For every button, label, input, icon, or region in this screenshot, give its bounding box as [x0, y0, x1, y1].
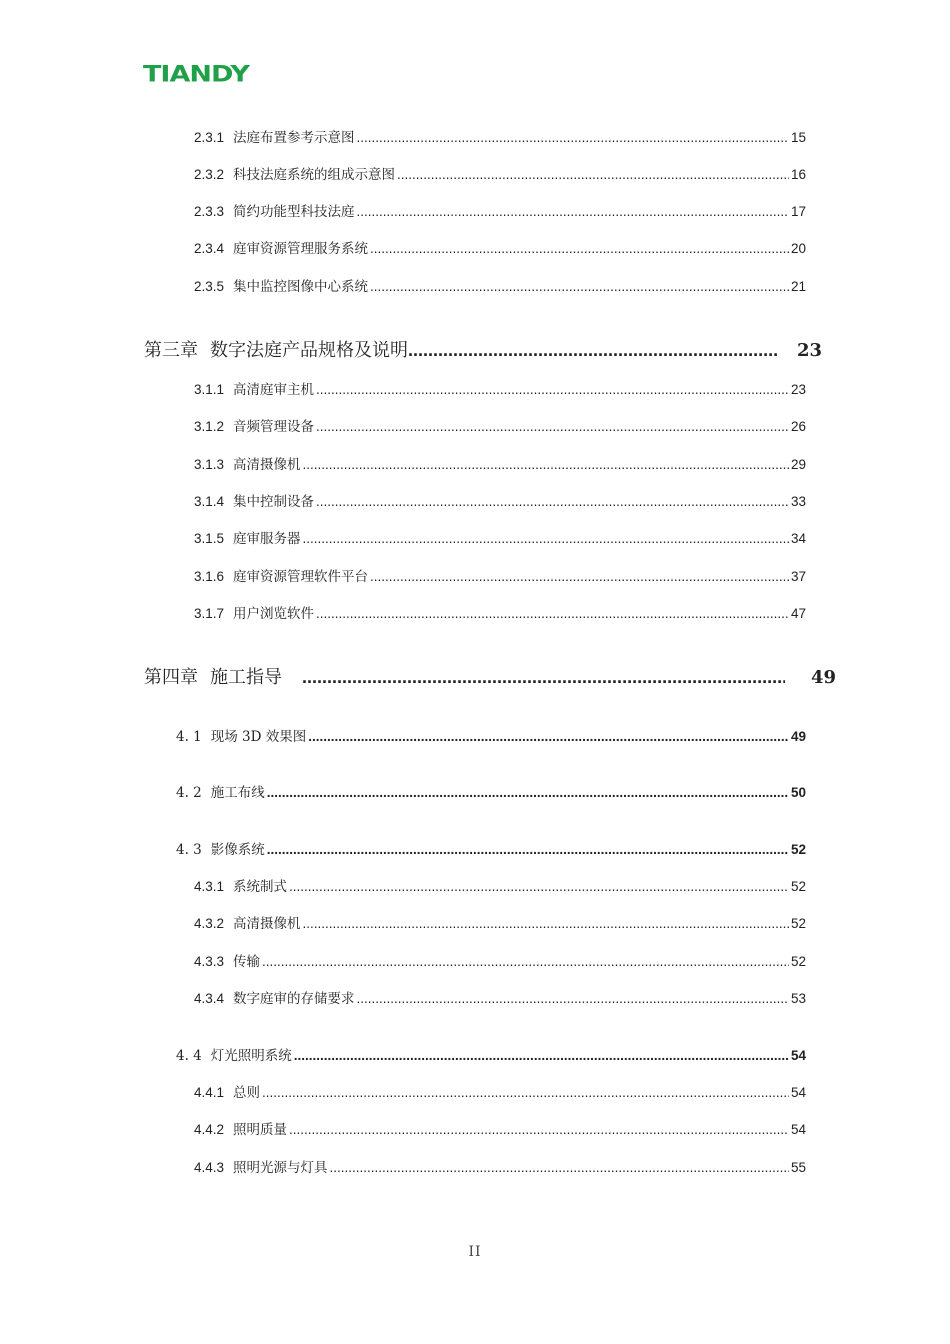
toc-entry[interactable] — [194, 1156, 806, 1176]
toc-chapter[interactable] — [144, 336, 822, 362]
toc-entry-title: 高清摄像机 — [233, 916, 301, 932]
toc-entry-title: 系统制式 — [233, 879, 288, 895]
toc-entry[interactable] — [194, 950, 806, 970]
toc-section-title: 影像系统 — [210, 842, 265, 858]
dot-leader — [370, 241, 789, 256]
toc-entry[interactable] — [194, 565, 806, 585]
toc-entry[interactable] — [194, 378, 806, 398]
toc-section[interactable] — [176, 725, 806, 745]
toc-entry-page: 29 — [790, 457, 806, 472]
dot-leader — [302, 667, 785, 688]
dot-leader — [262, 1085, 789, 1100]
toc-section-page: 50 — [790, 785, 806, 800]
toc-entry-title: 集中监控图像中心系统 — [233, 279, 369, 295]
toc-section-page: 54 — [790, 1048, 806, 1063]
toc-entry-title: 庭审资源管理服务系统 — [233, 241, 369, 257]
toc-chapter[interactable] — [144, 663, 836, 689]
toc-section-title: 现场 3D 效果图 — [210, 729, 307, 745]
toc-entry-title: 科技法庭系统的组成示意图 — [233, 167, 396, 183]
toc-section-title: 灯光照明系统 — [210, 1048, 292, 1064]
toc-entry[interactable] — [194, 453, 806, 473]
dot-leader — [316, 419, 789, 434]
toc-entry-number: 2.3.1 — [194, 130, 225, 145]
toc-section-title: 施工布线 — [210, 785, 265, 801]
toc-entry-number: 3.1.4 — [194, 494, 225, 509]
page-number: II — [468, 1244, 482, 1260]
toc-section-number: 4. 1 — [176, 729, 202, 745]
dot-leader — [357, 130, 789, 145]
toc-entry-title: 总则 — [233, 1085, 261, 1101]
dot-leader — [316, 606, 789, 621]
toc-entry[interactable] — [194, 163, 806, 183]
toc-entry-title: 法庭布置参考示意图 — [233, 130, 355, 146]
toc-entry-number: 3.1.3 — [194, 457, 225, 472]
toc-entry[interactable] — [194, 527, 806, 547]
dot-leader — [357, 204, 789, 219]
toc-chapter-page: 49 — [810, 667, 836, 688]
toc-entry-title: 传输 — [233, 954, 261, 970]
toc-section[interactable] — [176, 781, 806, 801]
toc-entry-page: 54 — [790, 1085, 806, 1100]
toc-entry-number: 2.3.3 — [194, 204, 225, 219]
dot-leader — [289, 879, 789, 894]
toc-entry[interactable] — [194, 1081, 806, 1101]
toc-entry[interactable] — [194, 490, 806, 510]
toc-entry-page: 37 — [790, 569, 806, 584]
toc-entry-page: 53 — [790, 991, 806, 1006]
toc-entry-number: 3.1.2 — [194, 419, 225, 434]
toc-entry[interactable] — [194, 275, 806, 295]
toc-entry[interactable] — [194, 987, 806, 1007]
toc-entry-number: 4.3.1 — [194, 879, 225, 894]
dot-leader — [267, 842, 789, 857]
toc-entry-title: 集中控制设备 — [233, 494, 315, 510]
dot-leader — [303, 916, 789, 931]
toc-entry-title: 照明光源与灯具 — [233, 1160, 328, 1176]
toc-entry-page: 21 — [790, 279, 806, 294]
toc-entry-number: 4.4.3 — [194, 1160, 225, 1175]
dot-leader — [289, 1122, 789, 1137]
toc-entry-number: 2.3.5 — [194, 279, 225, 294]
toc-entry[interactable] — [194, 237, 806, 257]
toc-chapter-number: 第三章 — [144, 340, 198, 360]
dot-leader — [262, 954, 789, 969]
toc-entry-page: 23 — [790, 382, 806, 397]
dot-leader — [408, 340, 777, 361]
toc-entry[interactable] — [194, 602, 806, 622]
toc-entry-number: 2.3.4 — [194, 241, 225, 256]
toc-entry-number: 4.3.2 — [194, 916, 225, 931]
toc-entry[interactable] — [194, 1118, 806, 1138]
toc-entry-page: 52 — [790, 954, 806, 969]
toc-entry-page: 52 — [790, 879, 806, 894]
toc-entry-title: 高清庭审主机 — [233, 382, 315, 398]
toc-entry-page: 26 — [790, 419, 806, 434]
toc-entry-title: 简约功能型科技法庭 — [233, 204, 355, 220]
dot-leader — [330, 1160, 789, 1175]
dot-leader — [370, 569, 789, 584]
toc-section[interactable] — [176, 838, 806, 858]
toc-entry[interactable] — [194, 126, 806, 146]
toc-section-page: 52 — [790, 842, 806, 857]
dot-leader — [316, 382, 789, 397]
dot-leader — [303, 531, 789, 546]
toc-entry-title: 庭审服务器 — [233, 531, 301, 547]
dot-leader — [308, 729, 789, 744]
toc-entry-page: 20 — [790, 241, 806, 256]
toc-entry-page: 34 — [790, 531, 806, 546]
toc-entry[interactable] — [194, 415, 806, 435]
toc-chapter-title: 数字法庭产品规格及说明 — [210, 340, 408, 361]
toc-entry[interactable] — [194, 875, 806, 895]
toc-entry-number: 3.1.6 — [194, 569, 225, 584]
toc-section[interactable] — [176, 1044, 806, 1064]
toc-entry-title: 照明质量 — [233, 1122, 288, 1138]
toc-entry-number: 3.1.7 — [194, 606, 225, 621]
toc-entry[interactable] — [194, 200, 806, 220]
toc-entry-number: 3.1.1 — [194, 382, 225, 397]
toc-entry-page: 17 — [790, 204, 806, 219]
toc-entry-number: 2.3.2 — [194, 167, 225, 182]
dot-leader — [370, 279, 789, 294]
dot-leader — [316, 494, 789, 509]
toc-entry-title: 音频管理设备 — [233, 419, 315, 435]
toc-entry-title: 数字庭审的存储要求 — [233, 991, 355, 1007]
toc-entry-page: 47 — [790, 606, 806, 621]
toc-entry-title: 用户浏览软件 — [233, 606, 315, 622]
toc-section-page: 49 — [790, 729, 806, 744]
toc-entry-page: 33 — [790, 494, 806, 509]
toc-entry-page: 55 — [790, 1160, 806, 1175]
dot-leader — [397, 167, 789, 182]
dot-leader — [357, 991, 789, 1006]
toc-entry-page: 52 — [790, 916, 806, 931]
toc-entry-number: 4.3.4 — [194, 991, 225, 1006]
toc-entry-title: 高清摄像机 — [233, 457, 301, 473]
toc-chapter-page: 23 — [796, 340, 822, 361]
toc-section-number: 4. 3 — [176, 842, 202, 858]
toc-chapter-title: 施工指导 — [210, 667, 282, 688]
toc-entry-title: 庭审资源管理软件平台 — [233, 569, 369, 585]
toc-entry-number: 3.1.5 — [194, 531, 225, 546]
tiandy-logo: TIANDY — [143, 62, 249, 88]
toc-entry-page: 54 — [790, 1122, 806, 1137]
toc-chapter-number: 第四章 — [144, 667, 198, 687]
toc-section-number: 4. 4 — [176, 1048, 202, 1064]
dot-leader — [303, 457, 789, 472]
toc-entry[interactable] — [194, 912, 806, 932]
toc-entry-number: 4.4.2 — [194, 1122, 225, 1137]
toc-entry-number: 4.4.1 — [194, 1085, 225, 1100]
toc-entry-page: 15 — [790, 130, 806, 145]
dot-leader — [267, 785, 789, 800]
toc-section-number: 4. 2 — [176, 785, 202, 801]
dot-leader — [294, 1048, 789, 1063]
toc-entry-number: 4.3.3 — [194, 954, 225, 969]
toc-entry-page: 16 — [790, 167, 806, 182]
